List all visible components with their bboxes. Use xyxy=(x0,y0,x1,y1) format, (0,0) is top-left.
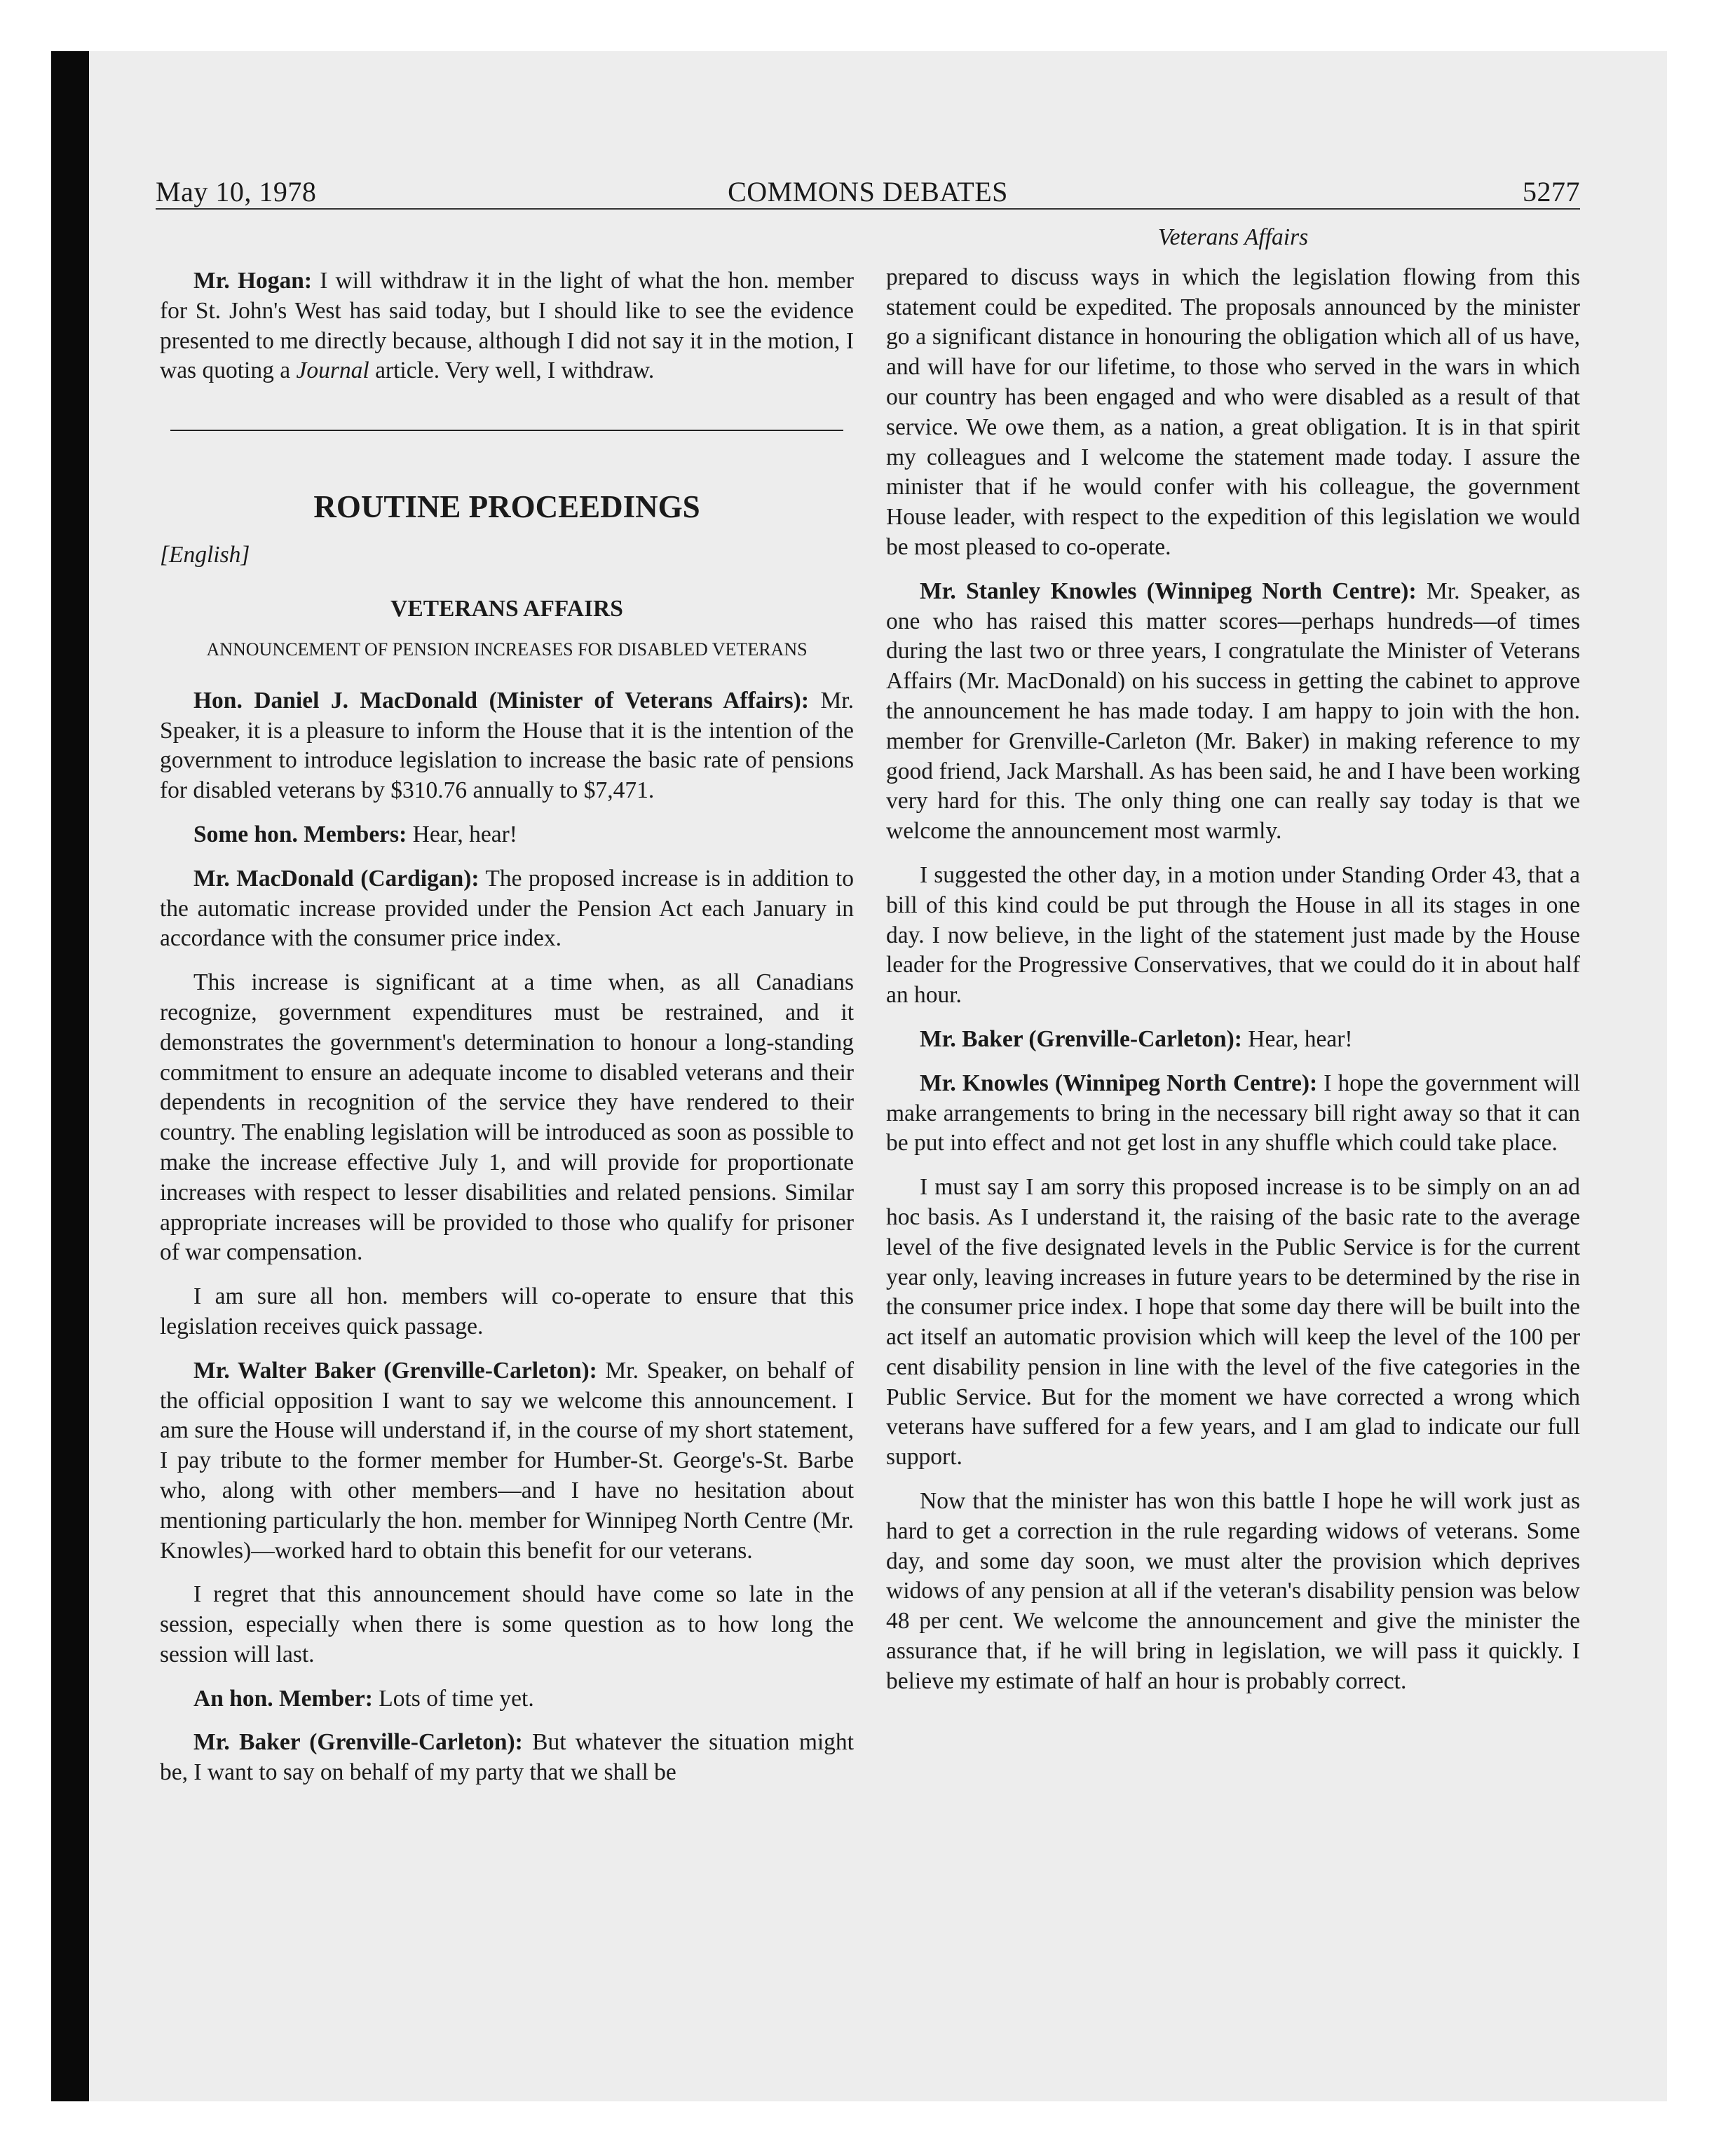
paragraph-hon-member xyxy=(160,1684,854,1714)
speaker-name: Hon. Daniel J. MacDonald (Minister of Veterans Affairs): xyxy=(193,687,809,714)
speaker-name: Mr. Baker (Grenville-Carleton): xyxy=(920,1025,1242,1052)
paragraph-text: I hope the government will make arrangements to bring in the necessary bill right away so that it can be put into effect and not get lost in any shuffle which could take place. xyxy=(886,1070,1581,1157)
running-head: Veterans Affairs xyxy=(1157,224,1309,250)
header-date: May 10, 1978 xyxy=(156,176,317,207)
paragraph-text-block: Now that the minister has won this battle I hope he will work just as hard to get a correction in the rule regarding widows of veterans. Some day, and some day soon, we must alter the provision which deprives widows of any pension at all if the veteran's disability pension was below 48 per cent. We welcome the announcement and give the minister the assurance that, if he will bring in legislation, we will pass it quickly. I believe my estimate of half an hour is probably correct. xyxy=(886,1488,1580,1694)
speaker-name: Some hon. Members: xyxy=(193,821,407,847)
speaker-name: Mr. MacDonald (Cardigan): xyxy=(193,865,479,892)
speaker-name: Mr. Hogan: xyxy=(193,268,313,294)
paragraph-text-block: I regret that this announcement should have come so late in the session, especially when there is some question as to how long the session will last. xyxy=(160,1581,854,1667)
header-rule xyxy=(156,208,1580,210)
paragraph-text-block: I am sure all hon. members will co-operate to ensure that this legislation receives quick passage. xyxy=(160,1283,854,1339)
scan-edge-bar xyxy=(51,51,89,2101)
paragraph-text: Lots of time yet. xyxy=(372,1685,534,1712)
paragraph-text: The proposed increase is in addition to the automatic increase provided under the Pension Act each January in accordance with the consumer price index. xyxy=(160,865,854,952)
header-title: COMMONS DEBATES xyxy=(728,176,1008,207)
speaker-name: Mr. Walter Baker (Grenville-Carleton): xyxy=(193,1357,597,1384)
paragraph-text: article. Very well, I withdraw. xyxy=(369,357,655,384)
paragraph-knowles xyxy=(886,577,1580,847)
paragraph-text-block: I must say I am sorry this proposed increase is to be simply on an ad hoc basis. As I understand it, the raising of the basic rate to the average level of the five designated levels in the Public Service is for the current year only, leaving increases in future years to be determined by the rise in the consumer price index. I hope that some day there will be built into the act itself an automatic provision which will keep the level of the 100 per cent disability pension in line with the level of the five categories in the Public Service. But for the moment we have corrected a wrong which veterans have suffered for a few years, and I am glad to indicate our full support. xyxy=(886,1174,1580,1471)
paragraph-text-block: prepared to discuss ways in which the legislation flowing from this statement could be expedited. The proposals announced by the minister go a significant distance in honouring the obligation which all of us have, and will have for our lifetime, to those who served in the wars in which our country has been engaged and who were disabled as a result of that service. We owe them, as a nation, a great obligation. It is in that spirit my colleagues and I welcome the statement made today. I assure the minister that if he would confer with his colleague, the government House leader, with respect to the expedition of this legislation we would be most pleased to co-operate. xyxy=(886,264,1580,560)
paragraph-macdonald xyxy=(160,864,854,954)
paragraph-text: But whatever the situation might be, I want to say on behalf of my party that we shall be xyxy=(160,1729,854,1786)
paragraph-text-block: I suggested the other day, in a motion under Standing Order 43, that a bill of this kind could be put through the House in all its stages in one day. I now believe, in the light of the statement just made by the House leader for the Progressive Conservatives, that we could do it in about half an hour. xyxy=(886,861,1580,1009)
paragraph-members xyxy=(160,820,854,850)
announcement-heading: ANNOUNCEMENT OF PENSION INCREASES FOR DISABLED VETERANS xyxy=(206,639,808,660)
right-column xyxy=(886,223,1580,1711)
subheading: VETERANS AFFAIRS xyxy=(390,595,623,622)
paragraph-knowles-2 xyxy=(886,1069,1580,1159)
paragraph-text: Mr. Speaker, as one who has raised this matter scores—perhaps hundreds—of times during the last two or three years, I congratulate the Minister of Veterans Affairs (Mr. MacDonald) on his success in getting the cabinet to approve the announcement he has made today. I am happy to join with the hon. member for Grenville-Carleton (Mr. Baker) in making reference to my good friend, Jack Marshall. As has been said, he and I have been working very hard for this. The only thing one can really say today is that we welcome the announcement most warmly. xyxy=(886,578,1580,845)
paragraph-text: Mr. Speaker, on behalf of the official opposition I want to say we welcome this announcement. I am sure the House will understand if, in the course of my short statement, I pay tribute to the former member for Humber-St. George's-St. Barbe who, along with other members—and I have no hesitation about mentioning particularly the hon. member for Winnipeg North Centre (Mr. Knowles)—worked hard to obtain this benefit for our veterans. xyxy=(160,1357,854,1564)
speaker-name: Mr. Stanley Knowles (Winnipeg North Centre): xyxy=(920,578,1417,604)
paragraph-baker-hear xyxy=(886,1025,1580,1055)
paragraph-baker xyxy=(160,1728,854,1788)
speaker-name: An hon. Member: xyxy=(193,1685,373,1712)
page-header xyxy=(156,168,1580,210)
section-heading: ROUTINE PROCEEDINGS xyxy=(313,489,700,525)
paragraph-walter-baker xyxy=(160,1356,854,1567)
paragraph-hogan xyxy=(160,266,854,386)
speaker-name: Mr. Knowles (Winnipeg North Centre): xyxy=(920,1070,1318,1096)
paragraph-text-block: This increase is significant at a time when, as all Canadians recognize, government expenditures must be restrained, and it demonstrates the government's determination to honour a long-standing commitment to ensure an adequate income to disabled veterans and their dependents in recognition of the service they have rendered to their country. The enabling legislation will be introduced as soon as possible to make the increase effective July 1, and will provide for proportionate increases with respect to lesser disabilities and related pensions. Similar appropriate increases will be provided to those who qualify for prisoner of war compensation. xyxy=(160,969,854,1266)
paragraph-text: I will withdraw it in the light of what the hon. member for St. John's West has said today, but I should like to see the evidence presented to me directly because, although I did not say it in the motion, I was quoting a xyxy=(160,268,854,384)
speaker-name: Mr. Baker (Grenville-Carleton): xyxy=(193,1729,523,1756)
paragraph-minister xyxy=(160,686,854,806)
paragraph-text: Mr. Speaker, it is a pleasure to inform the House that it is the intention of the government to introduce legislation to increase the basic rate of pensions for disabled veterans by $310.76 annually to $7,471. xyxy=(160,687,854,804)
italic-journal: Journal xyxy=(296,357,369,384)
language-tag: [English] xyxy=(160,542,250,568)
section-separator xyxy=(170,430,843,431)
paragraph-text: Hear, hear! xyxy=(1241,1025,1353,1052)
header-page-number: 5277 xyxy=(1523,176,1580,207)
paragraph-text: Hear, hear! xyxy=(407,821,517,847)
left-column xyxy=(160,266,854,1802)
